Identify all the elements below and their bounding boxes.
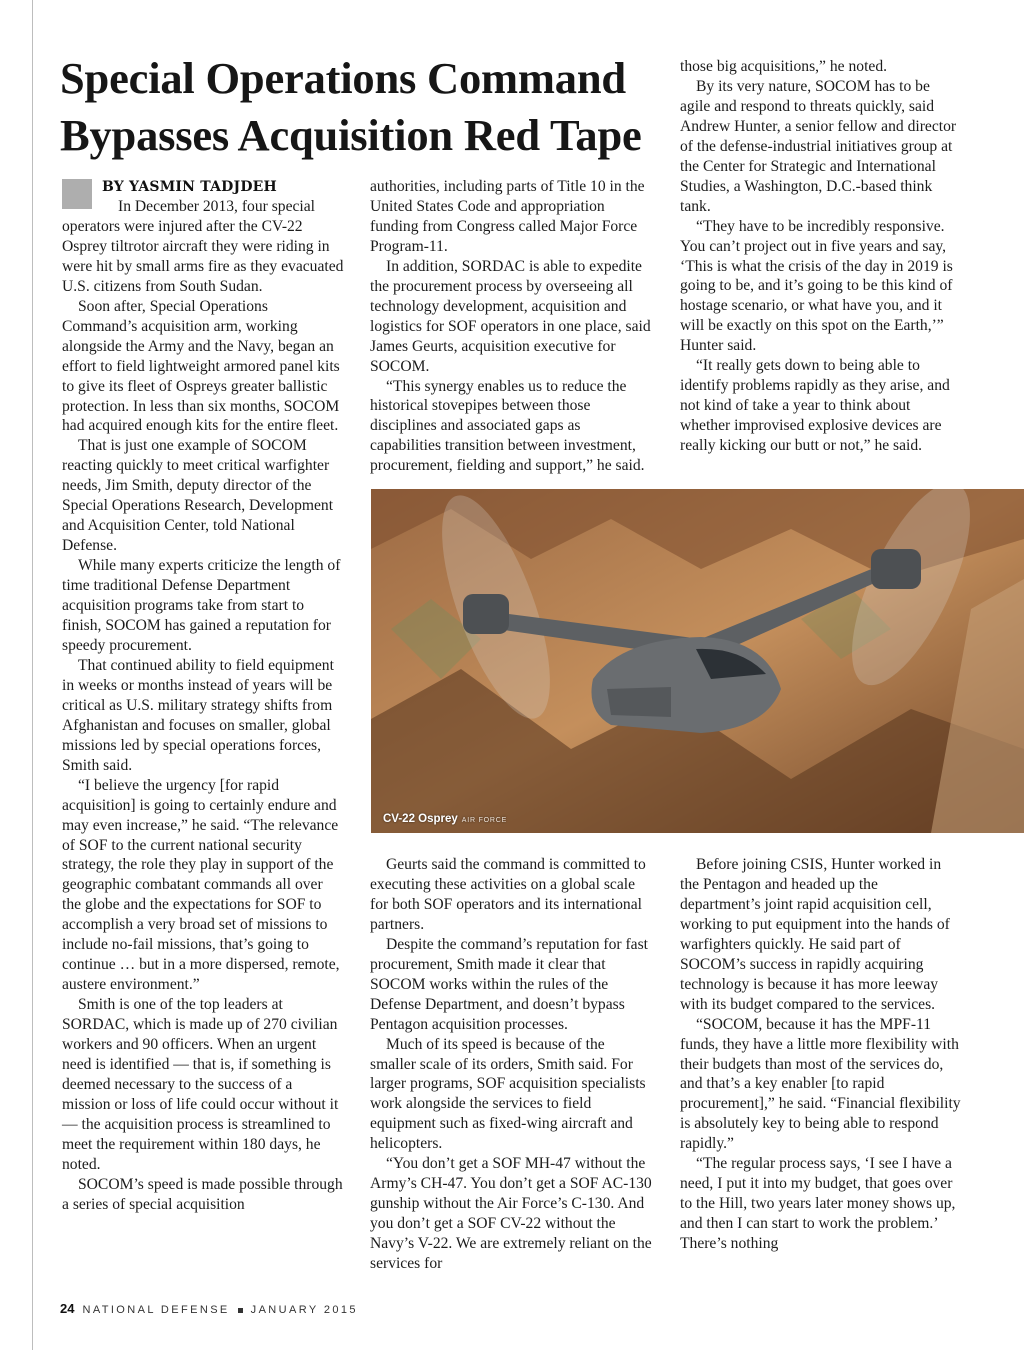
photo-credit: AIR FORCE [461,817,508,824]
column-4 [370,855,654,1274]
paragraph: Before joining CSIS, Hunter worked in the Pentagon and headed up the department’s joint rapid acquisition cell, working to put equipment into the hands of warfighters quickly. He said part of SOCOM’s success in rapidly acquiring technology is because it has more leeway with its budget compared to the services. [680,856,950,1013]
paragraph: “This synergy enables us to reduce the historical stovepipes between those disciplines and associated gaps as capabilities transition between investment, procurement, fielding and support,” he said. [370,377,645,475]
paragraph: “The regular process says, ‘I see I have a need, I put it into my budget, that goes over to the Hill, two years later money shows up, and then I can start to work the problem.’ There’s nothing [680,1155,956,1253]
paragraph: Soon after, Special Operations Command’s acquisition arm, working alongside the Army and the Navy, began an effort to field lightweight armored panel kits to give its fleet of Ospreys greater ballistic protection. In less than six months, SOCOM had acquired enough kits for the entire fleet. [62,297,340,435]
osprey-photo [371,489,1024,833]
page-number: 24 [60,1301,75,1316]
paragraph: “I believe the urgency [for rapid acquisition] is going to certainly endure and may even increase,” he said. “The relevance of SOF to the current national security strategy, the role they play in support of the geographic combatant commands all over the globe and the expectations for SOF to accomplish a very broad set of missions to include no-fail missions, that’s going to continue … but in a more dispersed, remote, austere environment.” [62,776,340,994]
column-2 [370,177,654,476]
section-marker-square [62,179,92,209]
article-headline: Special Operations Command Bypasses Acquisition Red Tape [60,53,642,160]
byline: BY YASMIN TADJDEH [102,179,277,195]
page-footer [60,1301,358,1316]
caption-title: CV-22 Osprey [383,813,458,825]
page-margin-rule [32,0,33,1350]
paragraph: Much of its speed is because of the smaller scale of its orders, Smith said. For larger programs, SOF acquisition specialists work alongside the services to field equipment such as fixed-wing aircraft and helicopters. [370,1035,646,1153]
paragraph: In December 2013, four special operators were injured after the CV-22 Osprey tiltrotor aircraft they were riding in were hit by small arms fire as they evacuated U.S. citizens from South Sudan. [62,198,344,295]
photo-caption [383,813,507,825]
paragraph: authorities, including parts of Title 10 in the United States Code and appropriation funding from Congress called Major Force Program-11. [370,178,645,255]
paragraph: “It really gets down to being able to identify problems rapidly as they arise, and not kind of take a year to think about whether improvised explosive devices are really kicking our butt or not,” he said. [680,357,950,455]
paragraph: “You don’t get a SOF MH-47 without the Army’s CH-47. You don’t get a SOF AC-130 gunship without the Air Force’s C-130. And you don’t get a SOF CV-22 without the Navy’s V-22. We are extremely reliant on the services for [370,1155,652,1273]
publication-name: NATIONAL DEFENSE [82,1304,230,1316]
paragraph: By its very nature, SOCOM has to be agile and respond to threats quickly, said Andrew Hunter, a senior fellow and director of the defense-industrial initiatives group at the Center for Strategic and International Studies, a Washington, D.C.-based think tank. [680,77,957,215]
column-5 [680,855,962,1254]
paragraph: In addition, SORDAC is able to expedite the procurement process by overseeing all technology development, acquisition and logistics for SOF operators in one place, said James Geurts, acquisition executive for SOCOM. [370,257,651,375]
paragraph: Geurts said the command is committed to executing these activities on a global scale for both SOF operators and its international partners. [370,856,646,933]
paragraph: “They have to be incredibly responsive. You can’t project out in five years and say, ‘This is what the crisis of the day in 2019 is going to be, and it’s going to be this kind of hostage scenario, or what have you, and it will be exactly on this spot on the Earth,’” Hunter said. [680,217,953,355]
paragraph: While many experts criticize the length of time traditional Defense Department acquisition programs take from start to finish, SOCOM has gained a reputation for speedy procurement. [62,557,341,654]
paragraph: Despite the command’s reputation for fast procurement, Smith made it clear that SOCOM works within the rules of the Defense Department, and doesn’t bypass Pentagon acquisition processes. [370,935,648,1033]
column-1 [62,177,344,1215]
paragraph: That is just one example of SOCOM reacting quickly to meet critical warfighter needs, Jim Smith, deputy director of the Special Operations Research, Development and Acquisition Center, told National Defense. [62,437,334,555]
paragraph: That continued ability to field equipment in weeks or months instead of years will be critical as U.S. military strategy shifts from Afghanistan and focuses on smaller, global missions led by special operations forces, Smith said. [62,656,334,774]
paragraph: those big acquisitions,” he noted. [680,58,888,75]
osprey-illustration [371,489,1024,833]
footer-separator [238,1308,243,1313]
column-3 [680,57,962,456]
issue-date: JANUARY 2015 [250,1304,358,1316]
paragraph: SOCOM’s speed is made possible through a series of special acquisition [62,1175,343,1213]
paragraph: Smith is one of the top leaders at SORDAC, which is made up of 270 civilian workers and 90 officers. When an urgent need is identified — that is, if something is deemed necessary to the success of a mission or loss of life could occur without it — the acquisition process is streamlined to meet the requirement within 180 days, he noted. [62,996,339,1173]
paragraph: “SOCOM, because it has the MPF-11 funds, they have a little more flexibility with their budgets than most of the services do, and that’s a key enabler [to rapid procurement],” he said. “Financial flexibility is absolutely key to being able to respond rapidly.” [680,1015,961,1153]
